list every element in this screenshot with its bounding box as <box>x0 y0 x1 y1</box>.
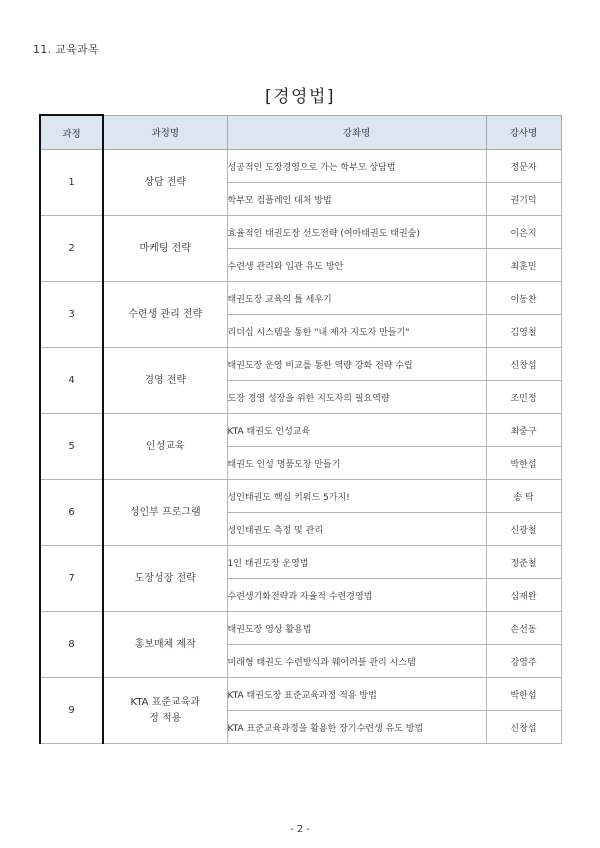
curriculum-table <box>39 114 562 744</box>
course-number: 8 <box>40 612 103 678</box>
instructor-name: 최훈민 <box>486 249 561 282</box>
lecture-title: 수련생 관리와 입관 유도 방안 <box>227 249 486 282</box>
instructor-name: 손선동 <box>486 612 561 645</box>
lecture-title: 태권도장 운영 비교를 통한 역량 강화 전략 수립 <box>227 348 486 381</box>
header-course-number: 과정 <box>40 115 103 150</box>
lecture-title: 태권도장 교육의 틀 세우기 <box>227 282 486 315</box>
header-instructor-name: 강사명 <box>486 115 561 150</box>
course-number: 1 <box>40 150 103 216</box>
course-name: 홍보매체 제작 <box>103 612 227 678</box>
instructor-name: 정문자 <box>486 150 561 183</box>
course-name: 상담 전략 <box>103 150 227 216</box>
lecture-title: 리더십 시스템을 통한 "내 제자 지도자 만들기" <box>227 315 486 348</box>
course-number: 5 <box>40 414 103 480</box>
course-number: 9 <box>40 678 103 744</box>
course-number: 2 <box>40 216 103 282</box>
instructor-name: 박한섭 <box>486 447 561 480</box>
lecture-title: KTA 태권도 인성교육 <box>227 414 486 447</box>
instructor-name: 박한섭 <box>486 678 561 711</box>
lecture-title: 1인 태권도장 운영법 <box>227 546 486 579</box>
lecture-title: 성공적인 도장경영으로 가는 학부모 상담법 <box>227 150 486 183</box>
page-number: - 2 - <box>290 824 310 835</box>
course-name: 수련생 관리 전략 <box>103 282 227 348</box>
course-number: 6 <box>40 480 103 546</box>
instructor-name: 김영철 <box>486 315 561 348</box>
header-lecture-name: 강좌명 <box>227 115 486 150</box>
table-row <box>40 414 561 447</box>
instructor-name: 조민정 <box>486 381 561 414</box>
lecture-title: 미래형 태권도 수련방식과 웨어러블 관리 시스템 <box>227 645 486 678</box>
instructor-name: 정준철 <box>486 546 561 579</box>
course-name: 성인부 프로그램 <box>103 480 227 546</box>
course-name: KTA 표준교육과정 적용 <box>103 678 227 744</box>
instructor-name: 이은지 <box>486 216 561 249</box>
section-heading: 11. 교육과목 <box>33 43 99 56</box>
course-number: 7 <box>40 546 103 612</box>
lecture-title: 수련생기화전략과 자율적 수련경영법 <box>227 579 486 612</box>
lecture-title: KTA 태권도장 표준교육과정 적용 방법 <box>227 678 486 711</box>
instructor-name: 권기덕 <box>486 183 561 216</box>
lecture-title: 태권도 인성 명품도장 만들기 <box>227 447 486 480</box>
table-row <box>40 216 561 249</box>
table-row <box>40 150 561 183</box>
course-name: 마케팅 전략 <box>103 216 227 282</box>
table-row <box>40 678 561 711</box>
course-number: 4 <box>40 348 103 414</box>
course-name: 도장성장 전략 <box>103 546 227 612</box>
instructor-name: 신광철 <box>486 513 561 546</box>
table-row <box>40 282 561 315</box>
table-row <box>40 348 561 381</box>
instructor-name: 심재완 <box>486 579 561 612</box>
page-title: [경영법] <box>264 87 336 107</box>
instructor-name: 신창섭 <box>486 348 561 381</box>
course-name: 경영 전략 <box>103 348 227 414</box>
table-row <box>40 546 561 579</box>
instructor-name: 이동찬 <box>486 282 561 315</box>
table-row <box>40 612 561 645</box>
course-name: 인성교육 <box>103 414 227 480</box>
instructor-name: 최중구 <box>486 414 561 447</box>
lecture-title: 성인태권도 측정 및 관리 <box>227 513 486 546</box>
instructor-name: 송 탁 <box>486 480 561 513</box>
header-course-name: 과정명 <box>103 115 227 150</box>
table-row <box>40 480 561 513</box>
lecture-title: 효율적인 태권도장 선도전략 (여아태권도 태권숲) <box>227 216 486 249</box>
lecture-title: KTA 표준교육과정을 활용한 장기수련생 유도 방법 <box>227 711 486 744</box>
instructor-name: 신창섭 <box>486 711 561 744</box>
table-header-row <box>40 115 561 150</box>
lecture-title: 태권도장 영상 활용법 <box>227 612 486 645</box>
course-number: 3 <box>40 282 103 348</box>
instructor-name: 강영주 <box>486 645 561 678</box>
lecture-title: 성인태권도 핵심 키워드 5가지! <box>227 480 486 513</box>
lecture-title: 학부모 컴플레인 대처 방법 <box>227 183 486 216</box>
lecture-title: 도장 경영 성장을 위한 지도자의 필요역량 <box>227 381 486 414</box>
